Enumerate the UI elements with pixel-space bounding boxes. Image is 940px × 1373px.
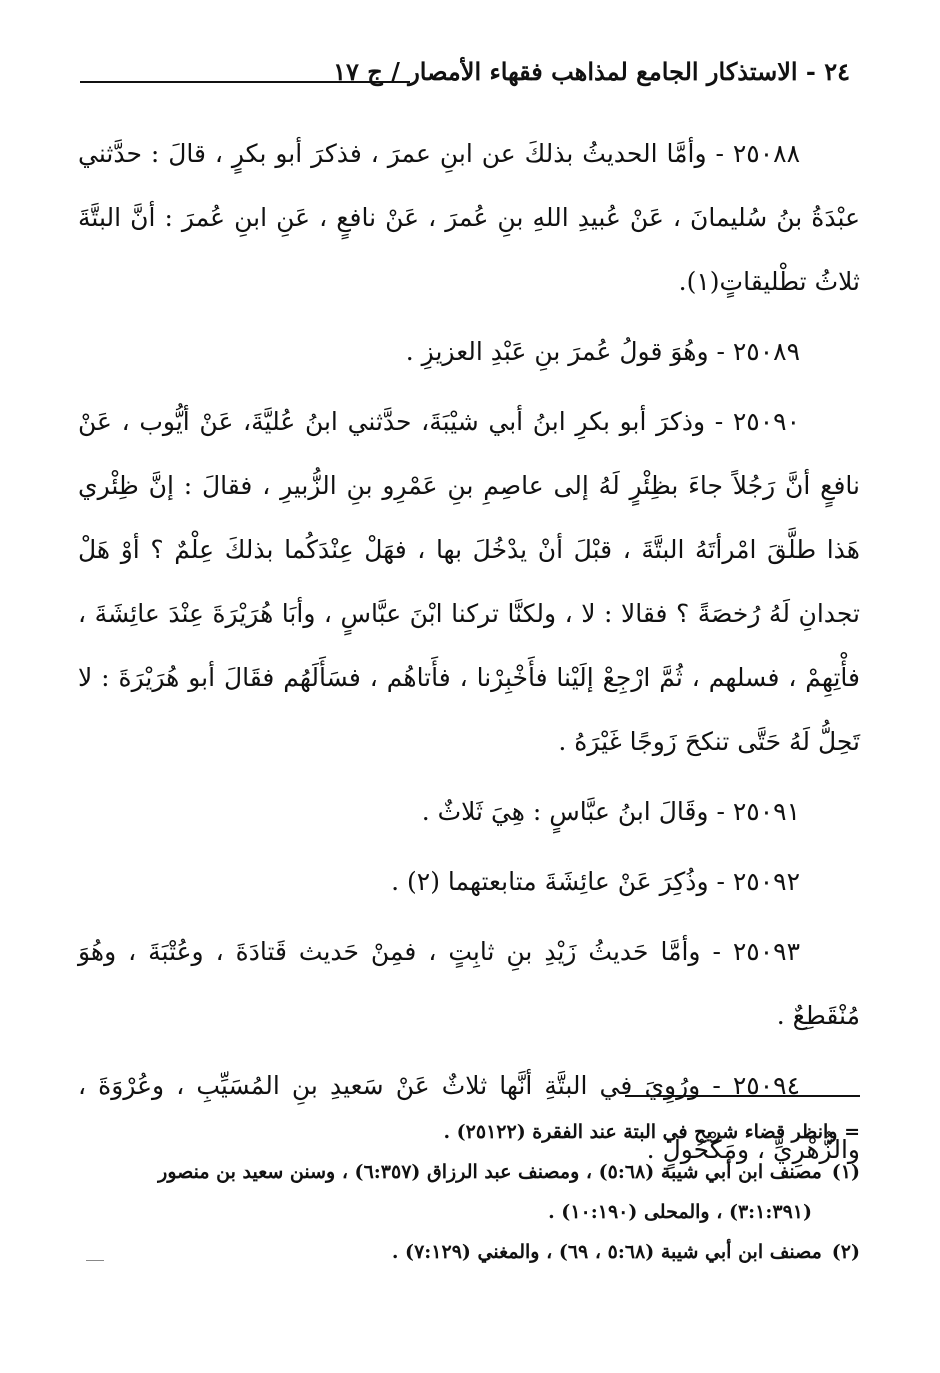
paragraph-25090: ٢٥٠٩٠ - وذكرَ أبو بكرِ ابنُ أبي شيْبَةَ، حدَّثني ابنُ عُليَّةَ، عَنْ أيُّوب ، عَنْ نافعٍ أنَّ رَجُلاً جاءَ بظِئْرٍ لَهُ إلى عاصِمِ بنِ عَمْرِو بنِ الزُّبيرِ ، فقالَ : إنَّ ظِئْري هَذا طلَّقَ امْرأتَهُ البتَّةَ ، قبْلَ أنْ يدْخُلَ بها ، فهَلْ عِنْدَكُما بذلكَ عِلْمٌ ؟ أوْ هَلْ تجدانِ لَهُ رُخصَةً ؟ فقالا : لا ، ولكنَّا تركنا ابْنَ عبَّاسٍ ، وأبَا هُرَيْرَةَ عِنْدَ عائِشَةَ ، فأْتِهِمْ ، فسلهم ، ثُمَّ ارْجِعْ إلَيْنا فأَخْبِرْنا ، فأَتاهُم ، فسَأَلَهُم فقَالَ أبو هُرَيْرَةَ : لا تَحِلُّ لَهُ حَتَّى تنكحَ زَوجًا غَيْرَهُ . [78,407,860,756]
paragraph-25092: ٢٥٠٩٢ - وذُكِرَ عَنْ عائِشَةَ متابعتهما (٢) . [391,867,800,896]
paragraph-25091: ٢٥٠٩١ - وقَالَ ابنُ عبَّاسٍ : هِيَ ثَلاثٌ . [421,797,800,826]
footnote-1 [78,1152,860,1192]
main-text [78,122,860,1188]
footnote-2-text: مصنف ابن أبي شيبة (٥:٦٨ ، ٦٩) ، والمغني (٧:١٢٩) . [391,1241,822,1263]
running-title: ٢٤ - الاستذكار الجامع لمذاهب فقهاء الأمصار / ج ١٧ [333,57,850,86]
footnote-1-text: مصنف ابن أبي شيبة (٥:٦٨) ، ومصنف عبد الرزاق (٦:٣٥٧) ، وسنن سعيد بن منصور [158,1161,822,1183]
footnote-continuation: = وانظر قضاء شريح في البتة عند الفقرة (٢٥١٢٢) . [443,1121,860,1143]
margin-mark [86,1260,104,1261]
footnote-2-mark: (٢) [831,1241,860,1263]
footnote-2 [78,1232,860,1272]
header-rule [80,81,410,83]
paragraph-25094: ٢٥٠٩٤ - ورُوِيَ في البتَّةِ أنَّها ثلاثٌ عَنْ سَعيدِ بنِ المُسَيِّبِ ، وعُرْوَةَ ، والزُّهْرِيِّ ، ومَكْحُولٍ . [78,1071,860,1164]
paragraph-25088: ٢٥٠٨٨ - وأمَّا الحديثُ بذلكَ عن ابنِ عمرَ ، فذكرَ أبو بكرٍ ، قالَ : حدَّثني عبْدَةُ بنُ سُليمانَ ، عَنْ عُبيدِ اللهِ بنِ عُمرَ ، عَنْ نافعٍ ، عَنِ ابنِ عُمرَ : أنَّ البتَّةَ ثلاثُ تطْليقاتٍ(١). [78,139,860,296]
footnotes [78,1112,860,1272]
footnote-1-mark: (١) [831,1161,860,1183]
paragraph-25089: ٢٥٠٨٩ - وهُوَ قولُ عُمرَ بنِ عَبْدِ العزيزِ . [405,337,800,366]
footnote-rule [625,1095,860,1097]
running-header [80,55,850,95]
paragraph-25093: ٢٥٠٩٣ - وأمَّا حَديثُ زَيْدِ بنِ ثابِتٍ ، فمِنْ حَديث قَتادَةَ ، وعُتْبَةَ ، وهُوَ مُنْقَطِعٌ . [78,937,860,1030]
footnote-1-continued: (٣:١:٣٩١) ، والمحلى (١٠:١٩٠) . [548,1201,812,1223]
